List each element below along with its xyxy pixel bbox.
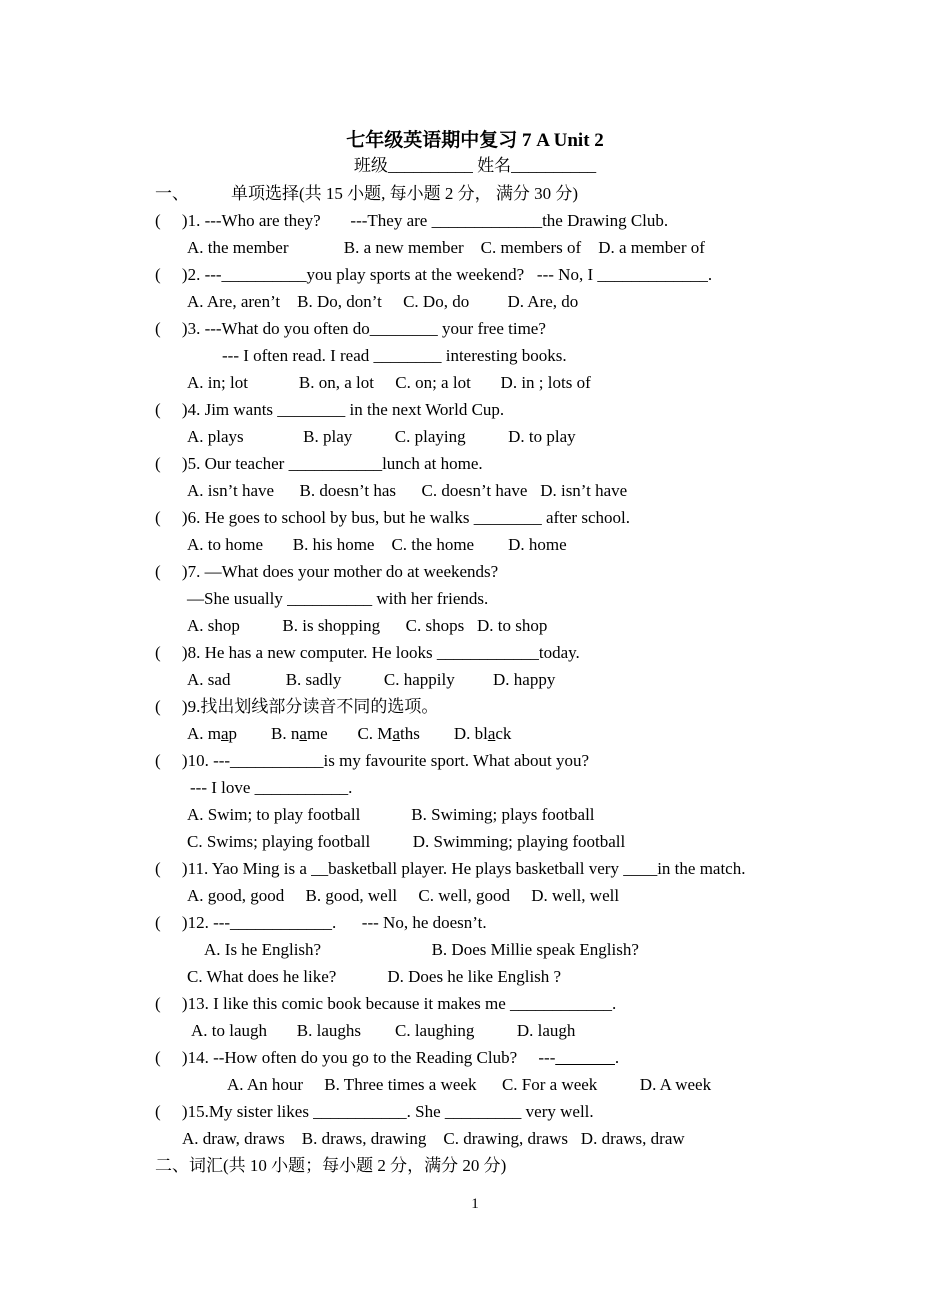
section-number: 一、 <box>155 184 189 203</box>
question-5-options: A. isn’t have B. doesn’t has C. doesn’t have D. isn’t have <box>187 481 628 500</box>
question-9: ( )9.找出划线部分读音不同的选项。 <box>155 697 439 716</box>
question-14-options: A. An hour B. Three times a week C. For a week D. A week <box>227 1075 712 1094</box>
question-2: ( )2. ---__________you play sports at the weekend? --- No, I _____________. <box>155 265 713 284</box>
underlined-letter: a <box>392 724 400 743</box>
question-4: ( )4. Jim wants ________ in the next World Cup. <box>155 400 505 419</box>
q9-option-b: B. name <box>271 724 358 743</box>
question-1: ( )1. ---Who are they? ---They are _____________the Drawing Club. <box>155 211 669 230</box>
question-3-options: A. in; lot B. on, a lot C. on; a lot D. in ; lots of <box>187 373 591 392</box>
question-15: ( )15.My sister likes ___________. She _________ very well. <box>155 1102 594 1121</box>
q9-option-d: D. black <box>453 724 512 743</box>
page-title: 七年级英语期中复习 7 A Unit 2 <box>346 130 604 151</box>
question-12-options-2: C. What does he like? D. Does he like English ? <box>187 967 562 986</box>
question-6-options: A. to home B. his home C. the home D. home <box>187 535 567 554</box>
question-5: ( )5. Our teacher ___________lunch at home. <box>155 454 483 473</box>
underlined-letter: a <box>221 724 229 743</box>
question-1-options: A. the member B. a new member C. members of D. a member of <box>187 238 705 257</box>
question-11-options: A. good, good B. good, well C. well, good D. well, well <box>187 886 620 905</box>
question-10-options-2: C. Swims; playing football D. Swimming; playing football <box>187 832 626 851</box>
q9-option-a: A. map <box>187 724 272 743</box>
question-10-line2: --- I love ___________. <box>190 778 353 797</box>
question-8-options: A. sad B. sadly C. happily D. happy <box>187 670 556 689</box>
question-4-options: A. plays B. play C. playing D. to play <box>187 427 576 446</box>
question-12: ( )12. ---____________. --- No, he doesn’t. <box>155 913 487 932</box>
q9-option-c: C. Maths <box>357 724 454 743</box>
question-11: ( )11. Yao Ming is a __basketball player. He plays basketball very ____in the match. <box>155 859 746 878</box>
section-title: 单项选择(共 15 小题, 每小题 2 分， 满分 30 分) <box>231 184 579 203</box>
question-6: ( )6. He goes to school by bus, but he walks ________ after school. <box>155 508 630 527</box>
section-one-heading <box>155 182 578 206</box>
underlined-letter: a <box>487 724 496 743</box>
section-two-heading: 二、词汇(共 10 小题；每小题 2 分，满分 20 分) <box>155 1156 507 1175</box>
question-7: ( )7. —What does your mother do at weekends? <box>155 562 499 581</box>
question-7-options: A. shop B. is shopping C. shops D. to shop <box>187 616 548 635</box>
answer-blank: _______ <box>555 1048 615 1067</box>
question-13: ( )13. I like this comic book because it makes me ____________. <box>155 994 617 1013</box>
question-3-line2: --- I often read. I read ________ interesting books. <box>222 346 567 365</box>
page-number: 1 <box>471 1196 479 1212</box>
underlined-letter: a <box>299 724 307 743</box>
question-14: ( )14. --How often do you go to the Reading Club? ---_______. <box>155 1048 620 1067</box>
question-12-options: A. Is he English? B. Does Millie speak English? <box>204 940 639 959</box>
question-15-options: A. draw, draws B. draws, drawing C. drawing, draws D. draws, draw <box>182 1129 685 1148</box>
question-8: ( )8. He has a new computer. He looks ____________today. <box>155 643 580 662</box>
question-10: ( )10. ---___________is my favourite sport. What about you? <box>155 751 590 770</box>
class-name-line: 班级__________ 姓名__________ <box>353 156 597 175</box>
question-3: ( )3. ---What do you often do________ your free time? <box>155 319 546 338</box>
question-13-options: A. to laugh B. laughs C. laughing D. laugh <box>191 1021 576 1040</box>
question-7-line2: —She usually __________ with her friends. <box>187 589 489 608</box>
question-10-options: A. Swim; to play football B. Swiming; plays football <box>187 805 595 824</box>
question-2-options: A. Are, aren’t B. Do, don’t C. Do, do D. Are, do <box>187 292 579 311</box>
question-9-options <box>187 722 511 746</box>
